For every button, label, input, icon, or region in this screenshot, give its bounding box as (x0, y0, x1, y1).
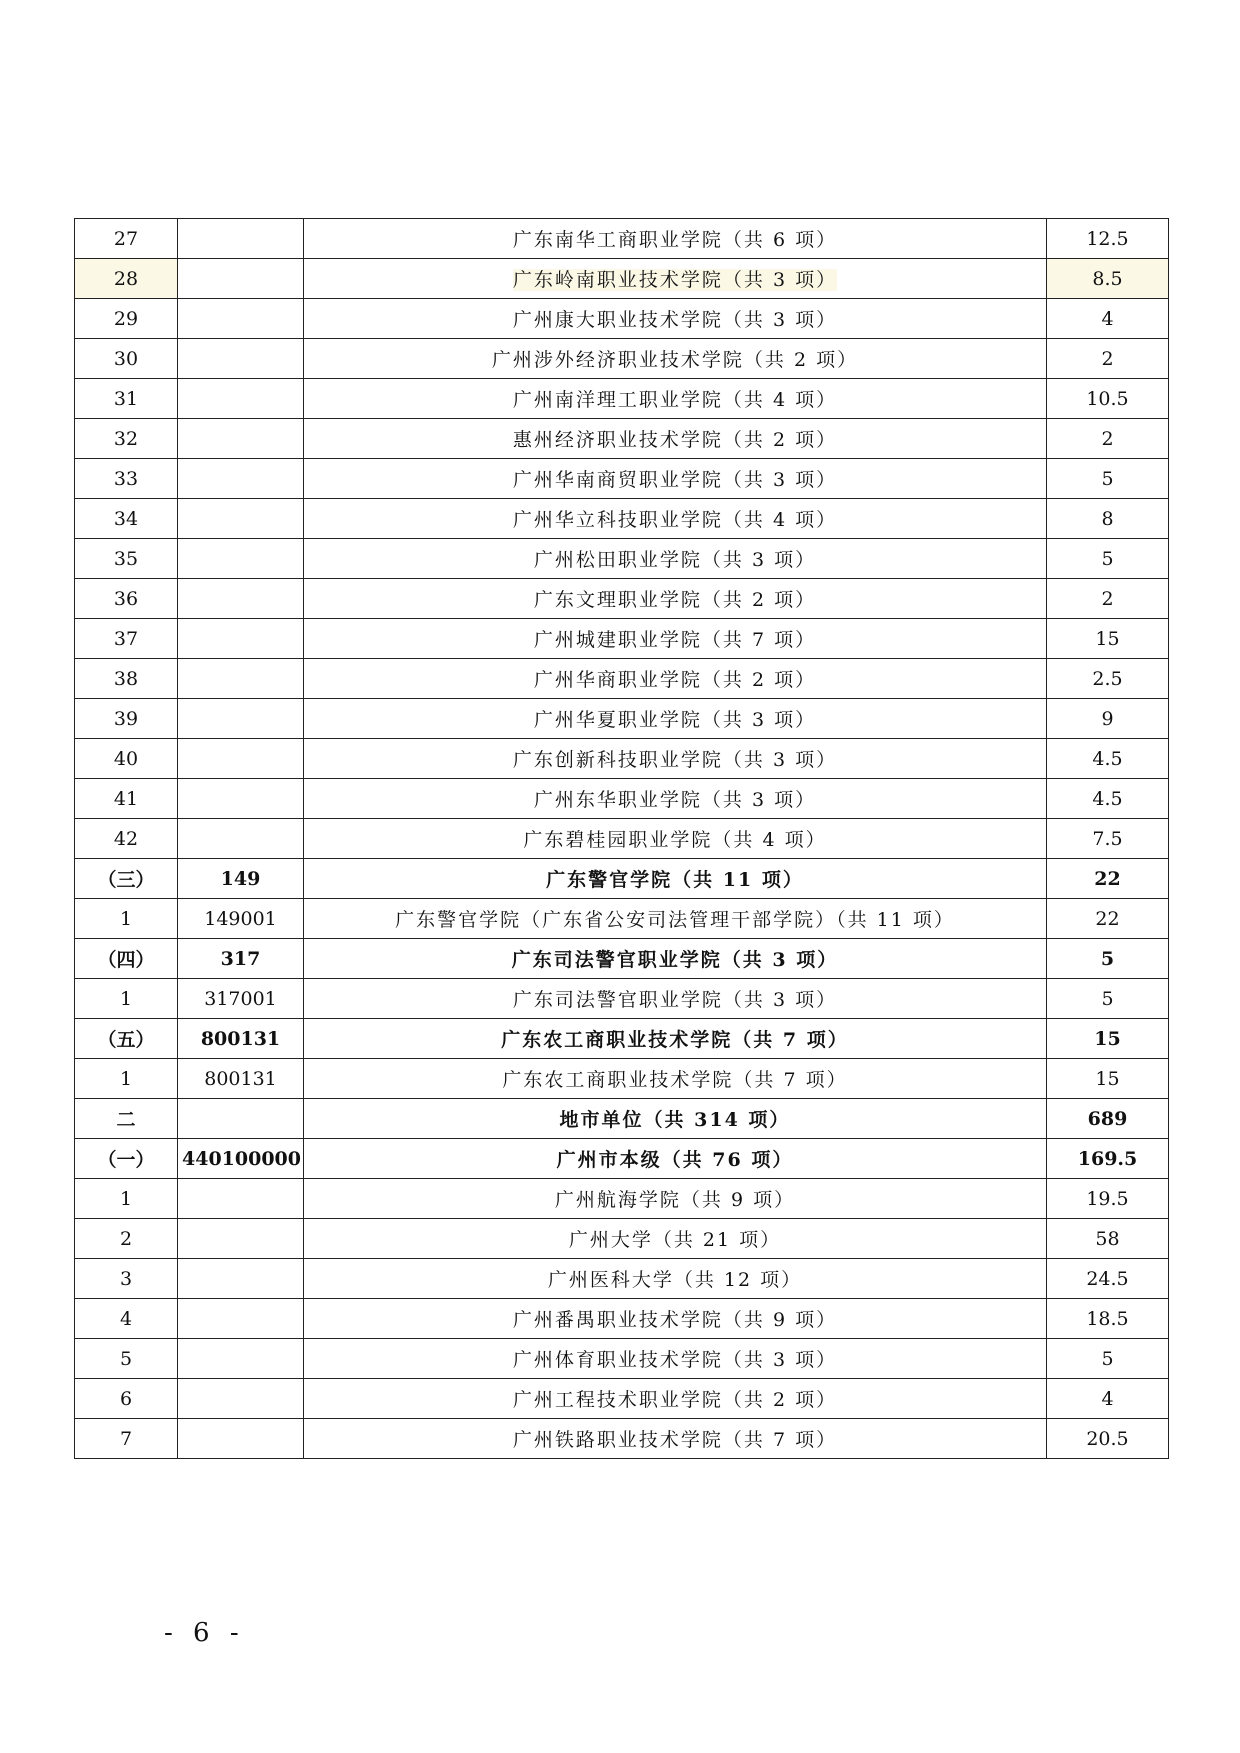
table-row (75, 299, 1169, 339)
table-row (75, 1219, 1169, 1259)
value-cell (1047, 1339, 1169, 1379)
unit-name-text: 广州华夏职业学院（共 3 项） (533, 709, 817, 731)
unit-code-text: 440100000 (182, 1147, 301, 1170)
value-cell (1047, 1379, 1169, 1419)
table-row (75, 819, 1169, 859)
unit-name-text: 广东岭南职业技术学院（共 3 项） (512, 269, 838, 291)
row-number-text: 39 (113, 707, 139, 730)
value-text: 20.5 (1086, 1427, 1129, 1450)
row-number-text: 2 (119, 1227, 133, 1250)
value-cell (1047, 499, 1169, 539)
table-row (75, 939, 1169, 979)
unit-code-cell (178, 1019, 304, 1059)
row-number-text: 42 (113, 827, 139, 850)
value-cell (1047, 379, 1169, 419)
unit-name-cell (304, 779, 1047, 819)
row-number-cell (75, 1219, 178, 1259)
unit-name-text: 广东文理职业学院（共 2 项） (533, 589, 817, 611)
row-number-cell (75, 299, 178, 339)
unit-name-cell (304, 1019, 1047, 1059)
unit-code-cell (178, 699, 304, 739)
row-number-text: 38 (113, 667, 139, 690)
table-row (75, 579, 1169, 619)
unit-name-cell (304, 1059, 1047, 1099)
unit-code-cell (178, 539, 304, 579)
unit-name-text: 广州松田职业学院（共 3 项） (533, 549, 817, 571)
value-cell (1047, 1179, 1169, 1219)
table-row (75, 1339, 1169, 1379)
value-cell (1047, 1219, 1169, 1259)
row-number-cell (75, 939, 178, 979)
unit-name-text: 广州华立科技职业学院（共 4 项） (512, 509, 838, 531)
table-row (75, 619, 1169, 659)
unit-name-cell (304, 419, 1047, 459)
unit-code-cell (178, 1139, 304, 1179)
unit-name-cell (304, 339, 1047, 379)
row-number-cell (75, 979, 178, 1019)
unit-name-cell (304, 379, 1047, 419)
table-body (75, 219, 1169, 1459)
row-number-text: 28 (113, 267, 139, 290)
value-text: 7.5 (1092, 827, 1123, 850)
row-number-text: 27 (113, 227, 139, 250)
unit-code-cell (178, 1099, 304, 1139)
value-text: 2 (1101, 347, 1114, 370)
value-cell (1047, 619, 1169, 659)
unit-code-cell (178, 619, 304, 659)
value-text: 9 (1101, 707, 1114, 730)
value-cell (1047, 739, 1169, 779)
row-number-text: 32 (113, 427, 139, 450)
table-row (75, 1059, 1169, 1099)
value-cell (1047, 779, 1169, 819)
unit-code-cell (178, 379, 304, 419)
table-row (75, 859, 1169, 899)
row-number-text: 40 (113, 747, 139, 770)
value-text: 4 (1101, 1387, 1114, 1410)
unit-name-text: 广州华商职业学院（共 2 项） (533, 669, 817, 691)
unit-name-cell (304, 1099, 1047, 1139)
row-number-cell (75, 1339, 178, 1379)
unit-name-cell (304, 979, 1047, 1019)
value-cell (1047, 539, 1169, 579)
unit-name-text: 广州华南商贸职业学院（共 3 项） (512, 469, 838, 491)
row-number-cell (75, 659, 178, 699)
value-text: 8.5 (1092, 267, 1123, 290)
unit-name-cell (304, 1379, 1047, 1419)
unit-name-text: 广东警官学院（共 11 项） (546, 869, 804, 891)
unit-name-text: 广东碧桂园职业学院（共 4 项） (523, 829, 827, 851)
unit-code-cell (178, 579, 304, 619)
row-number-text: 1 (119, 1067, 133, 1090)
unit-name-cell (304, 1179, 1047, 1219)
value-cell (1047, 419, 1169, 459)
row-number-text: 7 (119, 1427, 133, 1450)
value-cell (1047, 699, 1169, 739)
unit-name-cell (304, 859, 1047, 899)
unit-name-text: 广州工程技术职业学院（共 2 项） (512, 1389, 838, 1411)
unit-code-cell (178, 899, 304, 939)
unit-name-text: 广州番禺职业技术学院（共 9 项） (512, 1309, 838, 1331)
value-text: 22 (1094, 867, 1121, 890)
value-text: 4.5 (1092, 787, 1123, 810)
table-row (75, 219, 1169, 259)
row-number-text: 1 (119, 987, 133, 1010)
row-number-cell (75, 419, 178, 459)
value-text: 169.5 (1077, 1147, 1138, 1170)
value-cell (1047, 1059, 1169, 1099)
unit-code-cell (178, 499, 304, 539)
value-cell (1047, 1099, 1169, 1139)
table-row (75, 779, 1169, 819)
row-number-cell (75, 1139, 178, 1179)
unit-name-text: 广州航海学院（共 9 项） (554, 1189, 796, 1211)
row-number-cell (75, 539, 178, 579)
row-number-text: 1 (119, 1187, 133, 1210)
row-number-cell (75, 1179, 178, 1219)
value-text: 18.5 (1086, 1307, 1129, 1330)
table-row (75, 659, 1169, 699)
value-cell (1047, 1259, 1169, 1299)
table-row (75, 419, 1169, 459)
table-row (75, 459, 1169, 499)
unit-name-cell (304, 619, 1047, 659)
row-number-text: 5 (119, 1347, 133, 1370)
unit-name-cell (304, 819, 1047, 859)
unit-name-cell (304, 1339, 1047, 1379)
value-text: 5 (1101, 1347, 1114, 1370)
value-text: 5 (1101, 467, 1114, 490)
value-text: 5 (1100, 947, 1115, 970)
value-text: 2.5 (1092, 667, 1123, 690)
row-number-text: 31 (113, 387, 139, 410)
unit-name-text: 广州康大职业技术学院（共 3 项） (512, 309, 838, 331)
unit-code-cell (178, 459, 304, 499)
value-cell (1047, 339, 1169, 379)
table-row (75, 1379, 1169, 1419)
unit-name-cell (304, 1219, 1047, 1259)
unit-name-cell (304, 899, 1047, 939)
table-row (75, 979, 1169, 1019)
row-number-cell (75, 1419, 178, 1459)
value-cell (1047, 1299, 1169, 1339)
row-number-cell (75, 339, 178, 379)
value-text: 58 (1095, 1227, 1120, 1250)
unit-name-text: 广州铁路职业技术学院（共 7 项） (512, 1429, 838, 1451)
unit-code-text: 800131 (204, 1067, 277, 1090)
unit-name-text: 广州市本级（共 76 项） (556, 1149, 794, 1171)
unit-name-cell (304, 499, 1047, 539)
unit-name-text: 广东创新科技职业学院（共 3 项） (512, 749, 838, 771)
unit-name-text: 广州体育职业技术学院（共 3 项） (512, 1349, 838, 1371)
row-number-text: 33 (113, 467, 139, 490)
table-row (75, 379, 1169, 419)
row-number-cell (75, 499, 178, 539)
unit-code-cell (178, 859, 304, 899)
table-row (75, 1139, 1169, 1179)
unit-code-cell (178, 1059, 304, 1099)
unit-code-text: 149001 (204, 907, 277, 930)
row-number-cell (75, 619, 178, 659)
table-row (75, 499, 1169, 539)
unit-code-cell (178, 339, 304, 379)
unit-code-text: 317 (220, 947, 261, 970)
table-row (75, 1019, 1169, 1059)
value-cell (1047, 1419, 1169, 1459)
value-cell (1047, 939, 1169, 979)
unit-name-text: 广东司法警官职业学院（共 3 项） (512, 989, 838, 1011)
unit-name-text: 广州东华职业学院（共 3 项） (533, 789, 817, 811)
value-text: 5 (1101, 547, 1114, 570)
value-text: 2 (1101, 427, 1114, 450)
unit-code-cell (178, 259, 304, 299)
row-number-cell (75, 459, 178, 499)
row-number-text: （三） (97, 869, 155, 891)
table-row (75, 699, 1169, 739)
value-cell (1047, 1139, 1169, 1179)
table-row (75, 259, 1169, 299)
value-text: 8 (1101, 507, 1114, 530)
unit-code-cell (178, 1379, 304, 1419)
row-number-text: （四） (97, 949, 155, 971)
unit-name-cell (304, 1139, 1047, 1179)
row-number-cell (75, 379, 178, 419)
unit-code-cell (178, 1219, 304, 1259)
unit-code-cell (178, 779, 304, 819)
row-number-cell (75, 1299, 178, 1339)
unit-code-cell (178, 1179, 304, 1219)
unit-name-cell (304, 1419, 1047, 1459)
page-number: - 6 - (164, 1618, 245, 1648)
unit-code-cell (178, 419, 304, 459)
row-number-cell (75, 259, 178, 299)
table-row (75, 339, 1169, 379)
value-text: 4 (1101, 307, 1114, 330)
row-number-cell (75, 779, 178, 819)
table-row (75, 1419, 1169, 1459)
table-row (75, 539, 1169, 579)
row-number-text: 6 (119, 1387, 133, 1410)
unit-name-cell (304, 259, 1047, 299)
unit-name-cell (304, 459, 1047, 499)
value-text: 24.5 (1086, 1267, 1129, 1290)
row-number-cell (75, 1019, 178, 1059)
unit-name-cell (304, 699, 1047, 739)
row-number-text: 34 (113, 507, 139, 530)
allocation-table (74, 218, 1169, 1459)
unit-name-text: 广州城建职业学院（共 7 项） (533, 629, 817, 651)
value-cell (1047, 979, 1169, 1019)
value-cell (1047, 859, 1169, 899)
unit-name-cell (304, 739, 1047, 779)
unit-name-text: 广州南洋理工职业学院（共 4 项） (512, 389, 838, 411)
value-cell (1047, 459, 1169, 499)
value-cell (1047, 659, 1169, 699)
value-text: 689 (1087, 1107, 1128, 1130)
row-number-cell (75, 219, 178, 259)
row-number-text: 29 (113, 307, 139, 330)
value-cell (1047, 579, 1169, 619)
value-text: 15 (1095, 1067, 1120, 1090)
unit-code-text: 149 (220, 867, 261, 890)
value-cell (1047, 899, 1169, 939)
unit-name-text: 广东司法警官职业学院（共 3 项） (511, 949, 839, 971)
row-number-text: 4 (119, 1307, 133, 1330)
row-number-cell (75, 859, 178, 899)
row-number-text: 41 (113, 787, 139, 810)
row-number-cell (75, 1259, 178, 1299)
unit-code-cell (178, 1339, 304, 1379)
row-number-text: 35 (113, 547, 139, 570)
unit-code-cell (178, 1299, 304, 1339)
table-row (75, 1179, 1169, 1219)
value-text: 22 (1095, 907, 1120, 930)
value-cell (1047, 1019, 1169, 1059)
table-row (75, 1299, 1169, 1339)
unit-name-text: 广东农工商职业技术学院（共 7 项） (502, 1069, 848, 1091)
row-number-text: 30 (113, 347, 139, 370)
unit-code-text: 800131 (200, 1027, 281, 1050)
row-number-text: （一） (97, 1149, 155, 1171)
row-number-cell (75, 1099, 178, 1139)
row-number-cell (75, 1379, 178, 1419)
unit-code-cell (178, 979, 304, 1019)
row-number-text: 1 (119, 907, 133, 930)
row-number-text: 37 (113, 627, 139, 650)
value-cell (1047, 219, 1169, 259)
row-number-cell (75, 1059, 178, 1099)
unit-code-cell (178, 819, 304, 859)
unit-code-cell (178, 299, 304, 339)
unit-name-text: 广州大学（共 21 项） (568, 1229, 782, 1251)
value-text: 12.5 (1086, 227, 1129, 250)
table-row (75, 739, 1169, 779)
value-text: 15 (1094, 1027, 1121, 1050)
value-cell (1047, 819, 1169, 859)
unit-name-cell (304, 219, 1047, 259)
unit-name-cell (304, 939, 1047, 979)
unit-name-cell (304, 539, 1047, 579)
unit-code-cell (178, 1259, 304, 1299)
unit-code-text: 317001 (204, 987, 277, 1010)
unit-code-cell (178, 1419, 304, 1459)
table-row (75, 899, 1169, 939)
unit-name-text: 广州医科大学（共 12 项） (547, 1269, 803, 1291)
value-text: 15 (1095, 627, 1120, 650)
value-text: 4.5 (1092, 747, 1123, 770)
value-cell (1047, 299, 1169, 339)
unit-name-text: 广东农工商职业技术学院（共 7 项） (501, 1029, 849, 1051)
unit-name-text: 广东警官学院（广东省公安司法管理干部学院）（共 11 项） (395, 909, 955, 931)
value-cell (1047, 259, 1169, 299)
row-number-cell (75, 739, 178, 779)
value-text: 10.5 (1086, 387, 1129, 410)
unit-code-cell (178, 659, 304, 699)
unit-name-text: 广东南华工商职业学院（共 6 项） (512, 229, 838, 251)
table-row (75, 1099, 1169, 1139)
unit-name-text: 惠州经济职业技术学院（共 2 项） (512, 429, 838, 451)
row-number-text: 二 (116, 1109, 136, 1131)
value-text: 2 (1101, 587, 1114, 610)
unit-code-cell (178, 219, 304, 259)
value-text: 5 (1101, 987, 1114, 1010)
row-number-cell (75, 899, 178, 939)
row-number-cell (75, 699, 178, 739)
row-number-cell (75, 579, 178, 619)
unit-name-text: 地市单位（共 314 项） (559, 1109, 791, 1131)
unit-name-cell (304, 579, 1047, 619)
row-number-text: 3 (119, 1267, 133, 1290)
unit-name-cell (304, 299, 1047, 339)
row-number-text: 36 (113, 587, 139, 610)
unit-code-cell (178, 939, 304, 979)
unit-code-cell (178, 739, 304, 779)
unit-name-cell (304, 1259, 1047, 1299)
table-row (75, 1259, 1169, 1299)
row-number-text: （五） (97, 1029, 155, 1051)
row-number-cell (75, 819, 178, 859)
value-text: 19.5 (1086, 1187, 1129, 1210)
unit-name-cell (304, 659, 1047, 699)
unit-name-text: 广州涉外经济职业技术学院（共 2 项） (491, 349, 859, 371)
unit-name-cell (304, 1299, 1047, 1339)
